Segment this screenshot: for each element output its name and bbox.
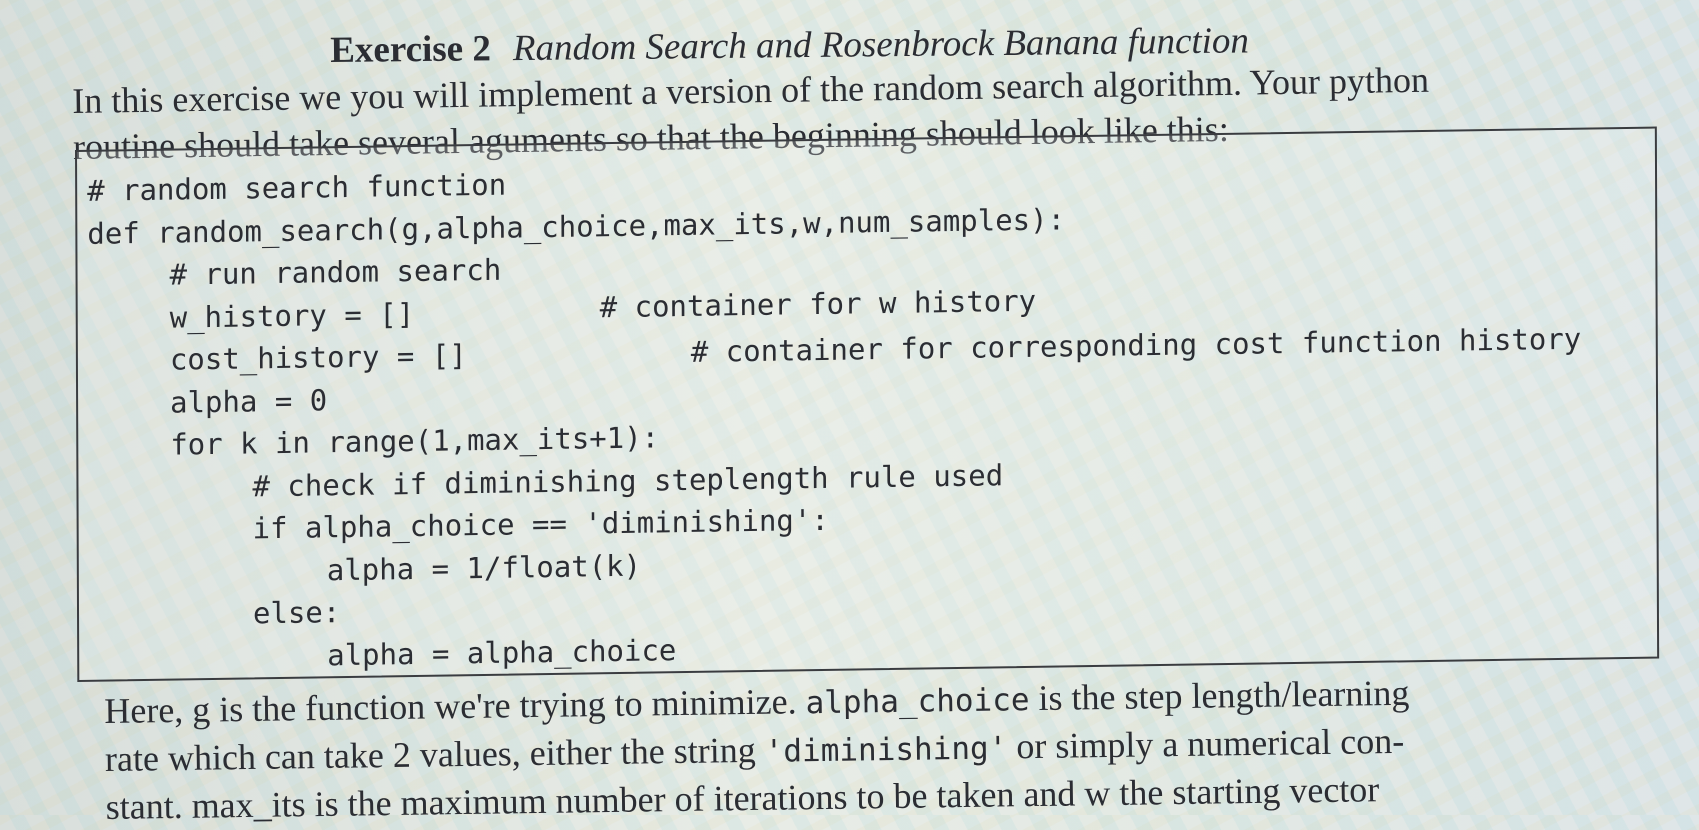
inline-code: alpha_choice xyxy=(805,682,1030,722)
inline-code: 'diminishing' xyxy=(764,730,1008,770)
explanation-line-3: stant. max_its is the maximum number of iterations to be taken and w the starting vector xyxy=(105,769,1380,827)
code-line: if alpha_choice == 'diminishing': xyxy=(252,502,829,546)
code-line: alpha = alpha_choice xyxy=(327,632,677,672)
code-comment: # container for corresponding cost function history xyxy=(690,321,1582,369)
exercise-name: Random Search and Rosenbrock Banana function xyxy=(512,20,1250,70)
explanation-text: rate which can take 2 values, either the string xyxy=(104,729,765,779)
explanation-text: or simply a numerical con- xyxy=(1007,720,1405,767)
code-line: # check if diminishing steplength rule used xyxy=(252,457,1004,503)
code-line: else: xyxy=(252,595,341,631)
code-line: # random search function xyxy=(87,167,507,208)
code-line: # run random search xyxy=(169,252,502,292)
code-comment: # container for w history xyxy=(599,283,1037,324)
code-line: for k in range(1,max_its+1): xyxy=(170,420,660,462)
explanation-text: Here, g is the function we're trying to minimize. xyxy=(104,681,806,731)
code-line: alpha = 0 xyxy=(170,382,328,420)
intro-line-1: In this exercise we you will implement a version of the random search algorithm. Your python xyxy=(72,59,1430,121)
code-block xyxy=(75,127,1659,682)
code-line: def random_search(g,alpha_choice,max_its,w,num_samples): xyxy=(87,201,1066,251)
exercise-number: Exercise 2 xyxy=(330,28,492,71)
code-text: w_history = [] xyxy=(169,296,415,335)
code-line: alpha = 1/float(k) xyxy=(326,548,642,587)
intro-line-2: routine should take several aguments so that the beginning should look like this: xyxy=(72,108,1230,167)
code-listing xyxy=(87,155,1582,680)
explanation-paragraph xyxy=(104,666,1666,830)
code-text: cost_history = [] xyxy=(169,338,467,377)
explanation-text: is the step length/learning xyxy=(1029,672,1410,719)
